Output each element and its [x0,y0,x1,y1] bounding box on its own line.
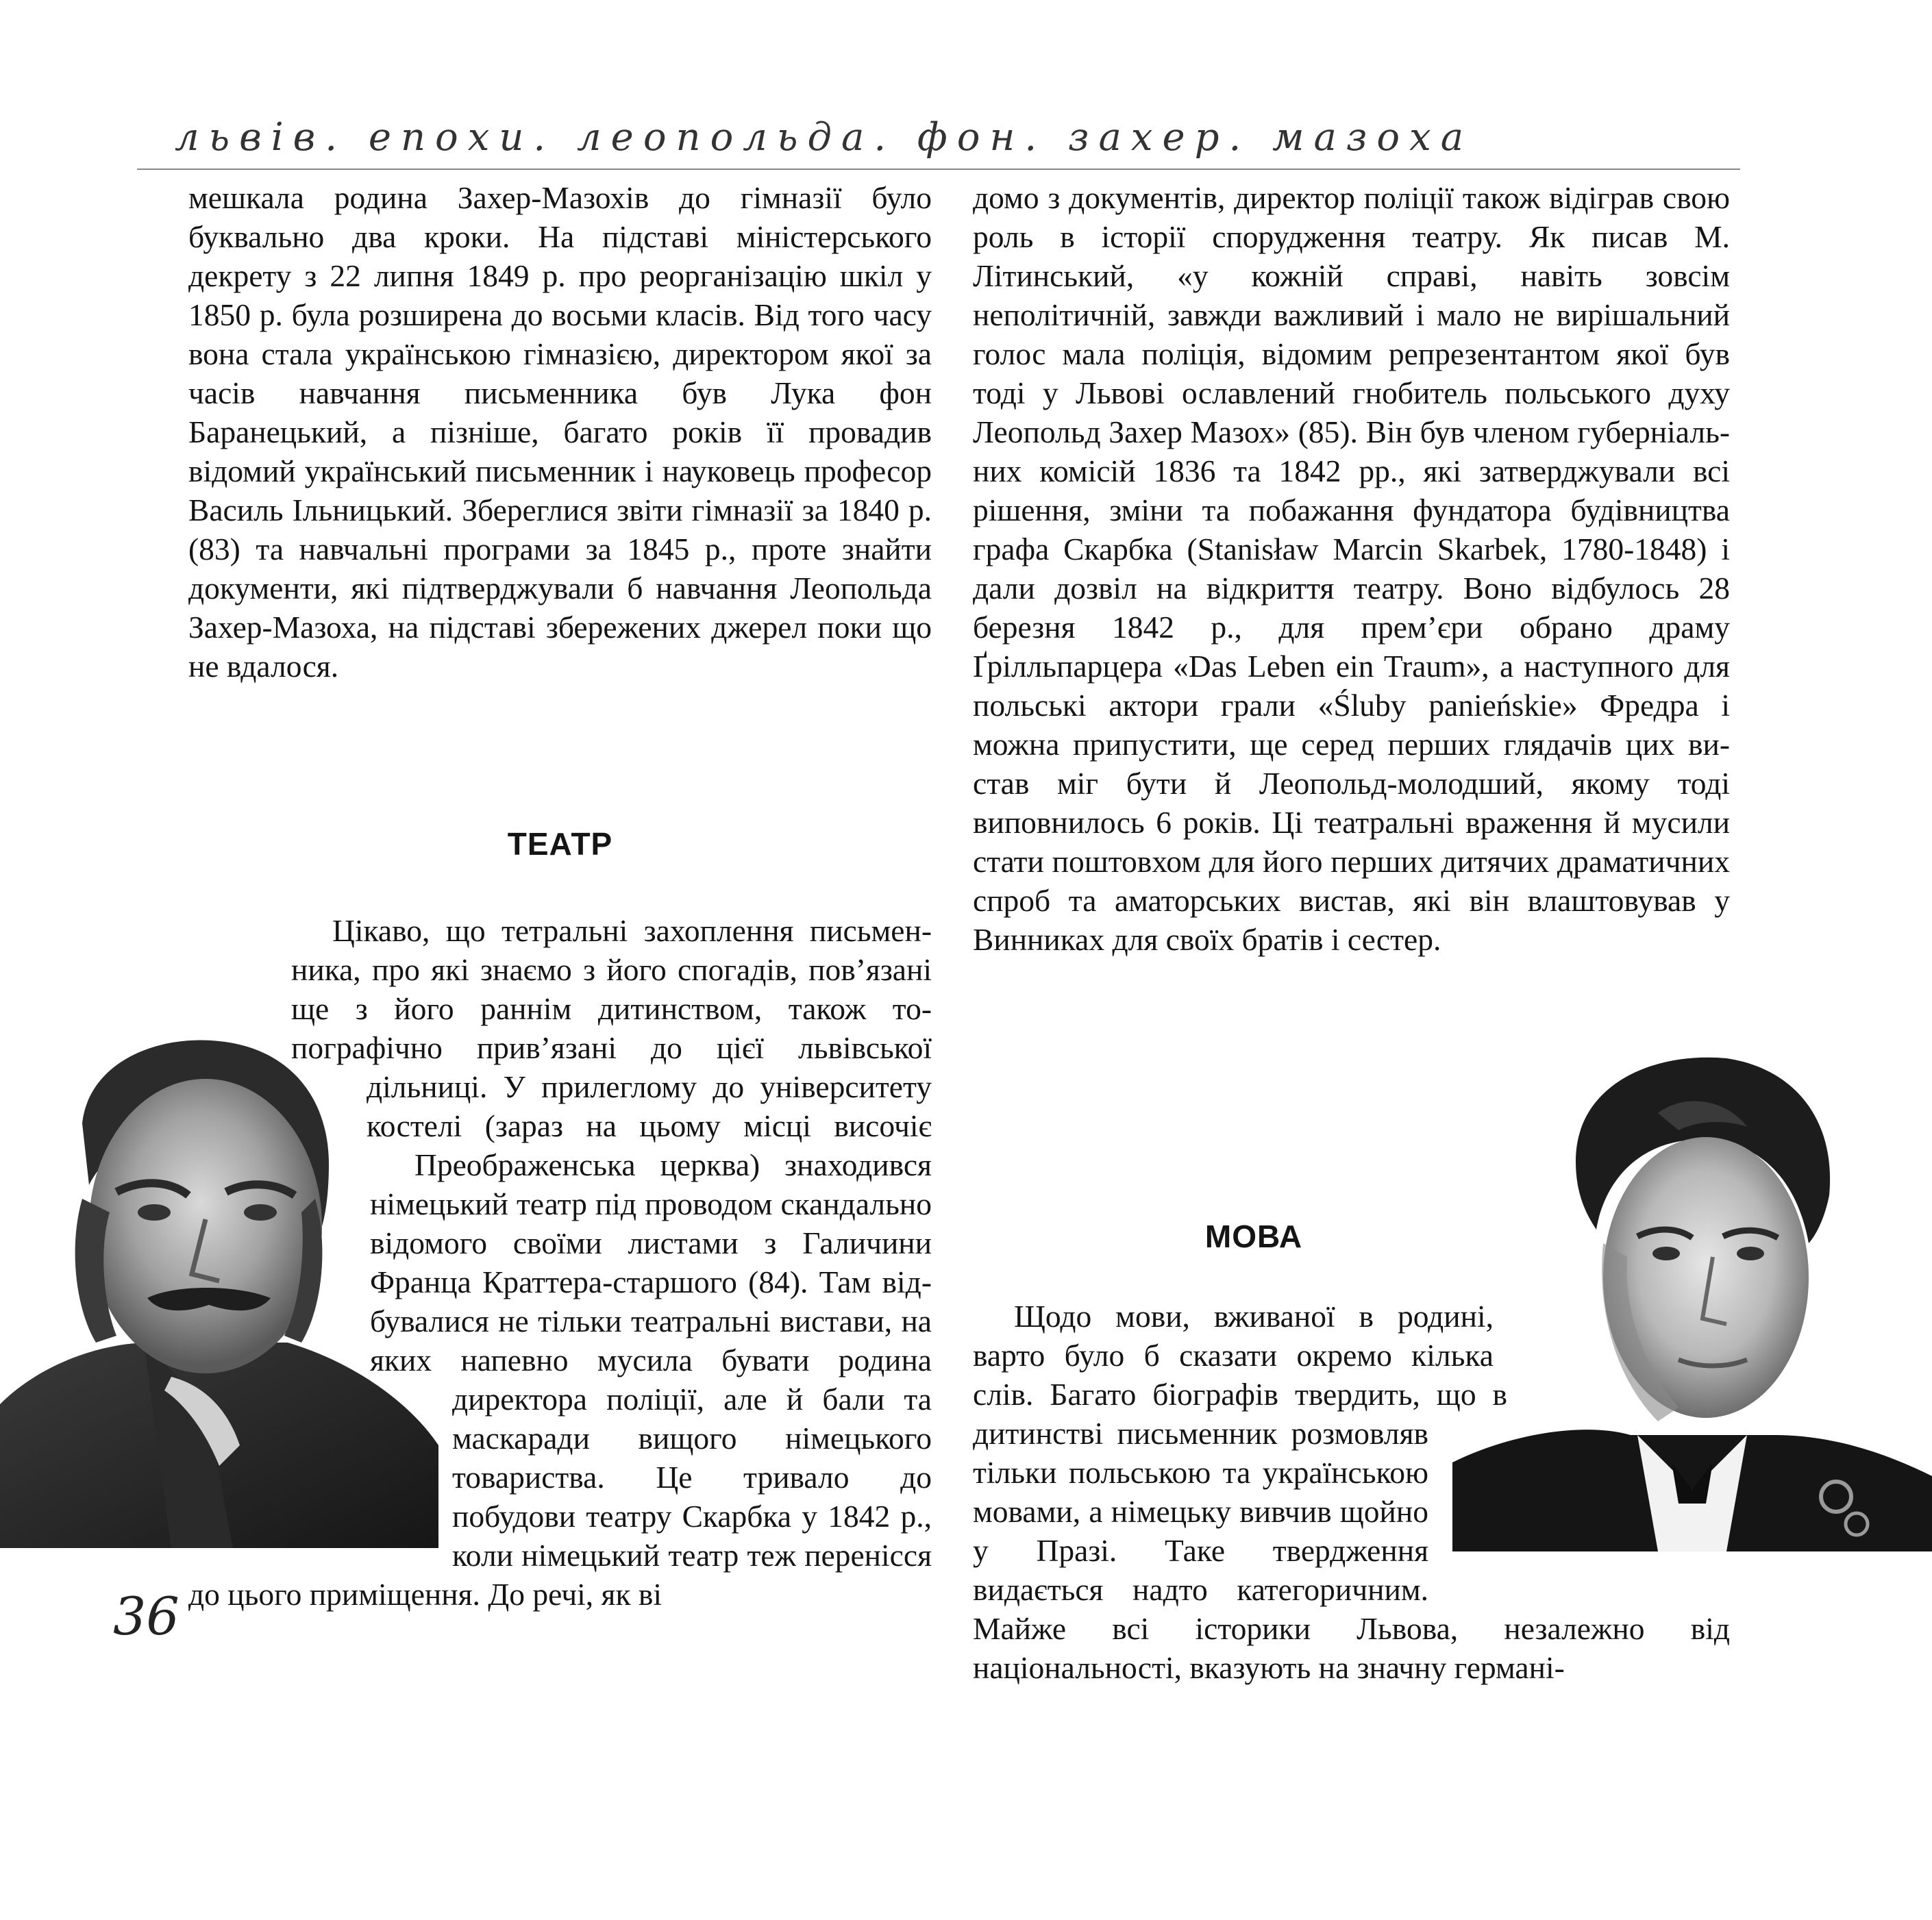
right-column-top [973,178,1730,1154]
header-divider [137,169,1740,170]
section-heading-theatre: ТЕАТР [507,826,613,862]
paragraph: Щодо мови, вживаної в родині, варто було б сказати окремо кілька слів. Багато біографів твердить, що в дитинстві письменник розмовляв тільки польською та українською мовами, а німецьку вивчив щойно у Празі. Таке твердження видається надто категоричним. Майже всі історики Львова, незалежно від національності, вказують на значну германі- [973,1299,1730,1685]
portrait-right [1452,1051,1932,1551]
section-heading-language: МОВА [1204,1219,1303,1254]
left-column-top [188,178,932,686]
page-number: 36 [113,1586,179,1647]
paragraph: Цікаво, що тетральні захоплення письменника, про які знаємо з його спогадів, пов’язані ще з його раннім дитинством, також топографічно прив’язані до цієї львівської дільниці. У прилеглому до університету костелі (зараз на цьому місці височіє Преображенська церква) знаходився німецький театр під проводом скандально відомого своїми листами з Галичини Франца Краттера-старшого (84). Там відбувалися не тільки театральні вистави, на яких напевно мусила бувати родина директора поліції, але й бали та маскаради вищого німецького товариства. Це тривало до побудови театру Скарбка у 1842 р., коли німецький театр теж переніcся до цього приміщення. До речі, як ві [188,913,932,1612]
portrait-right-image [1452,1051,1932,1551]
portrait-left-image [0,1021,438,1548]
paragraph: домо з документів, директор поліції також відіграв свою роль в історії спорудження театру. Як писав М. Літинський, «у кожній справі, навіть зовсім неполітичній, завжди важливий і мало не вирішальний голос мала поліція, відомим репрезентантом якої був тоді у Львові ославлений гнобитель польського духу Леопольд Захер Мазох» (85). Він був членом губерніальних комісій 1836 та 1842 рр., які затверджували всі рішення, зміни та побажання фундатора будівництва графа Скарбка (Stanisław Marcin Skarbek, 1780-1848) і дали дозвіл на відкриття театру. Воно відбулось 28 березня 1842 р., для прем’єри обрано драму Ґрілльпарцера «Das Leben ein Traum», а наступного для польські актори грали «Śluby panieńskie» Фредра і можна припустити, ще серед перших глядачів цих вистав міг бути й Леопольд-молодший, якому тоді виповнилось 6 років. Ці театральні враження й мусили стати поштовхом для його перших дитячих драматичних спроб та аматорських вистав, які він влаштовував у Винниках для своїх братів і сестер. [973,180,1730,957]
paragraph: мешкала родина Захер-Мазохів до гімназії було буквально два кроки. На підставі міністерського декрету з 22 липня 1849 р. про реорганізацію шкіл у 1850 р. була розширена до восьми класів. Від того часу вона стала українською гімназією, директором якої за часів навчання письменника був Лука фон Баранецький, а пізніше, багато років її провадив відомий український письменник і науковець професор Василь Ільницький. Збереглися звіти гімназії за 1840 р. (83) та навчальні програми за 1845 р., проте знайти документи, які підтверджували б навчання Леопольда Захер-Мазоха, на підставі збережених джерел поки що не вдалося. [188,180,932,684]
portrait-left [0,1021,438,1548]
running-header: львів. епохи. леопольда. фон. захер. мазоха [175,115,1474,160]
